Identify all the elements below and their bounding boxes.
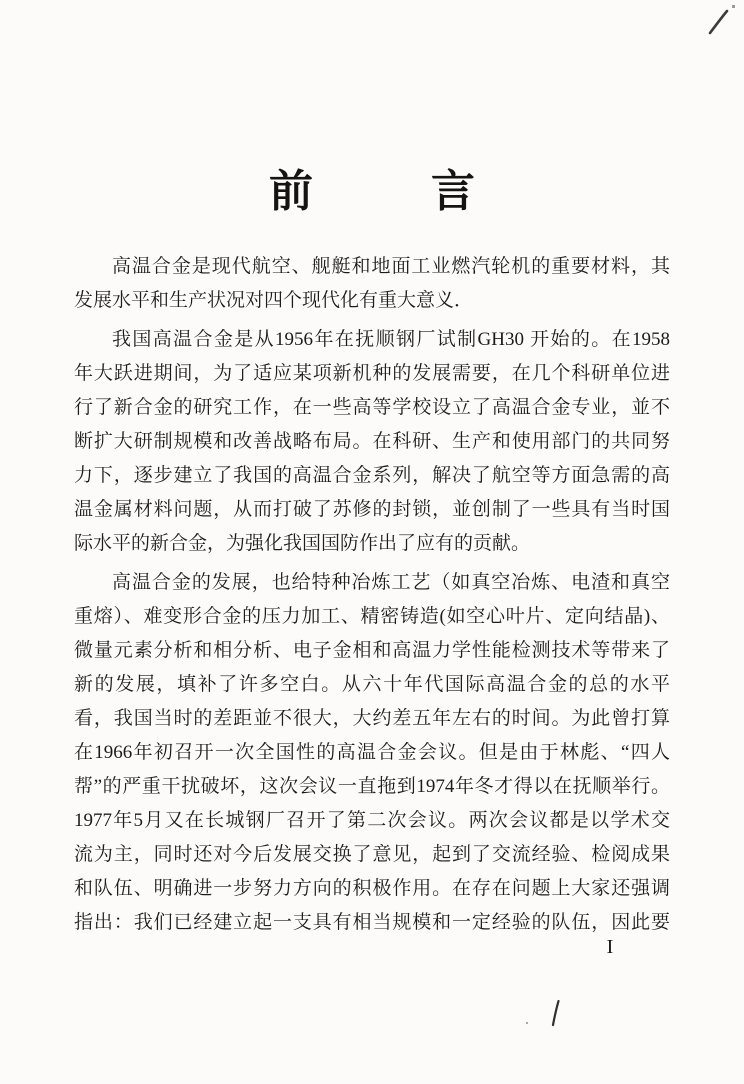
text-line: 看，我国当时的差距並不很大，大约差五年左右的时间。为此曾打算 <box>74 708 670 729</box>
text-line: 温金属材料问题，从而打破了苏修的封锁，並创制了一些具有当时国 <box>74 499 670 520</box>
title-char-left: 前 <box>269 167 313 216</box>
text-line: 在1966年初召开一次全国性的高温合金会议。但是由于林彪、“四人 <box>74 742 670 763</box>
text-line: 微量元素分析和相分析、电子金相和高温力学性能检测技术等带来了 <box>74 640 670 661</box>
text-line: 年大跃进期间，为了适应某项新机种的发展需要，在几个科研单位进 <box>74 363 670 384</box>
preface-body <box>74 250 670 940</box>
text-line: 新的发展，填补了许多空白。从六十年代国际高温合金的总的水平 <box>74 674 670 695</box>
text-line: 力下，逐步建立了我国的高温合金系列，解决了航空等方面急需的高 <box>74 465 670 486</box>
text-line: 流为主，同时还对今后发展交换了意见，起到了交流经验、检阅成果 <box>74 844 670 865</box>
text-line: 重熔）、难变形合金的压力加工、精密铸造(如空心叶片、定向结晶)、 <box>74 606 670 627</box>
text-line: 高温合金的发展，也给特种冶炼工艺（如真空冶炼、电渣和真空 <box>112 572 670 593</box>
paragraph-2 <box>74 323 670 561</box>
text-line: 发展水平和生产状况对四个现代化有重大意义． <box>74 290 474 311</box>
text-line: 1977年5月又在长城钢厂召开了第二次会议。两次会议都是以学术交 <box>74 810 670 831</box>
text-line: 断扩大研制规模和改善战略布局。在科研、生产和使用部门的共同努 <box>74 431 670 452</box>
title-char-right: 言 <box>431 167 475 216</box>
text-line: 际水平的新合金，为强化我国国防作出了应有的贡献。 <box>74 533 531 554</box>
page-number: I <box>606 936 614 958</box>
paragraph-1 <box>74 250 670 318</box>
page-title <box>74 166 670 218</box>
text-line: 帮”的严重干扰破坏，这次会议一直拖到1974年冬才得以在抚顺举行。 <box>74 776 670 797</box>
text-line: 行了新合金的研究工作，在一些高等学校设立了高温合金专业，並不 <box>74 397 670 418</box>
scan-artifact-pen-scribble-icon <box>706 2 740 40</box>
scan-artifact-ink-slash-icon <box>523 996 567 1032</box>
text-line: 高温合金是现代航空、舰艇和地面工业燃汽轮机的重要材料，其 <box>112 256 670 277</box>
text-line: 我国高温合金是从1956年在抚顺钢厂试制GH30 开始的。在1958 <box>112 329 670 350</box>
text-line: 和队伍、明确进一步努力方向的积极作用。在存在问题上大家还强调 <box>74 878 670 899</box>
paragraph-3 <box>74 566 670 940</box>
text-line: 指出：我们已经建立起一支具有相当规模和一定经验的队伍，因此要 <box>74 912 670 933</box>
